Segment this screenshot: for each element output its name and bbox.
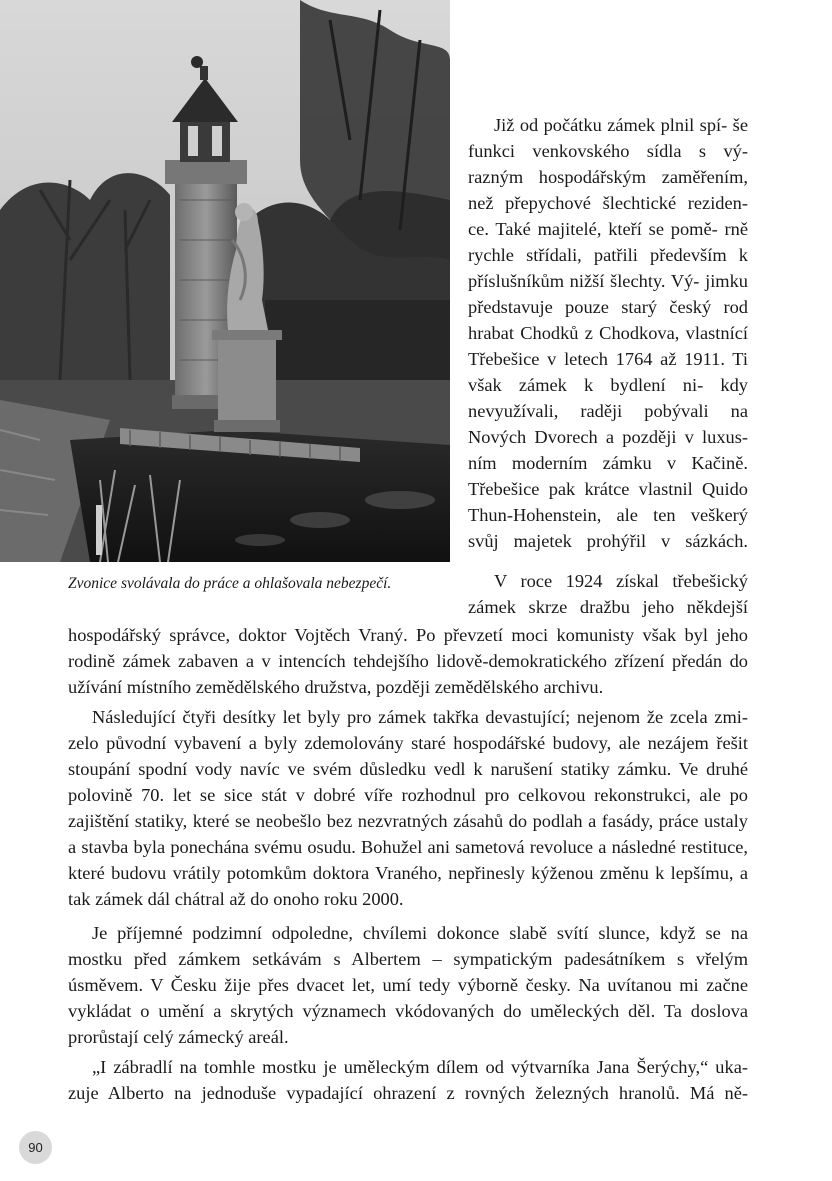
text-line: Nových Dvorech a později v luxus- [468, 427, 748, 447]
text-line: než přepychové šlechtické reziden- [468, 193, 748, 213]
text-line: Je příjemné podzimní odpoledne, chvílemi dokonce slabě svítí slunce, když se na [92, 923, 748, 943]
text-line: hospodářský správce, doktor Vojtěch Vraný. Po převzetí moci komunisty však byl jeho [68, 625, 748, 645]
body-paragraph-3 [68, 920, 748, 1050]
page-number: 90 [19, 1131, 52, 1164]
body-paragraph-1 [68, 622, 748, 700]
text-line: ustaly a stavba byla ponechána svému osudu. Bohužel ani sametová revoluce a následné [68, 811, 748, 857]
body-paragraph-4 [68, 1054, 748, 1106]
text-line: V roce 1924 získal třebešický [494, 571, 748, 591]
text-line: zajištění statiky, které se neobešlo bez nezvratných zásahů do podlah a fasády, práce [68, 811, 699, 831]
text-line: „I zábradlí na tomhle mostku je uměleckým dílem od výtvarníka Jana Šerýchy,“ uka- [92, 1057, 748, 1077]
text-line: vykládat o umění a skrytých významech vkódovaných do uměleckých děl. Ta doslova [68, 1001, 748, 1021]
text-line: Třebešice pak krátce vlastnil Quido [468, 479, 748, 499]
text-line: rod hrabat Chodků z Chodkova, [468, 297, 748, 343]
text-line: ním moderním zámku v Kačině. [468, 453, 748, 473]
text-line: razným hospodářským zaměřením, [468, 167, 748, 187]
text-line: stoupání spodní vody navíc ve svém důsledku vedl k narušení statiky zámku. Ve druhé [68, 759, 748, 779]
body-paragraph-2 [68, 704, 748, 912]
text-line: úsměvem. V Česku žije přes dvacet let, umí tedy výborně česky. Na uvítanou mi začne [68, 975, 748, 995]
second-intro-paragraph [468, 568, 748, 620]
text-line: še funkci venkovského sídla s vý- [468, 115, 748, 161]
text-line: k příslušníkům nižší šlechty. Vý- [468, 245, 748, 291]
text-line: 1911. Ti však zámek k bydlení ni- [468, 349, 748, 395]
text-line: prorůstají celý zámecký areál. [68, 1027, 289, 1047]
text-line: zelo původní vybavení a byly zdemolovány staré hospodářské budovy, ale nezájem řešit [68, 733, 748, 753]
text-line: do užívání místního zemědělského družstva, později zemědělského archivu. [68, 651, 748, 697]
text-line: Již od počátku zámek plnil spí- [494, 115, 728, 135]
text-line: svůj majetek prohýřil v sázkách. [468, 531, 748, 551]
text-line: restituce, které budovu vrátily potomkům doktora Vraného, nepřinesly kýženou změnu [68, 837, 748, 883]
intro-paragraph [468, 112, 748, 554]
text-line: rodině zámek zabaven a v intencích tehdejšího lidově-demokratického zřízení předán [68, 651, 723, 671]
text-line: zámek skrze dražbu jeho někdejší [468, 597, 748, 617]
text-line: zuje Alberto na jednoduše vypadající ohrazení z rovných železných hranolů. Má ně- [68, 1083, 748, 1103]
text-line: polovině 70. let se sice stát v dobré víře rozhodnul pro celkovou rekonstrukci, ale po [68, 785, 748, 805]
text-line: rně rychle střídali, patřili především [468, 219, 748, 265]
text-line: kdy nevyužívali, raději pobývali na [468, 375, 748, 421]
text-line: Thun-Hohenstein, ale ten veškerý [468, 505, 748, 525]
text-line: vlastnící Třebešice v letech 1764 až [468, 323, 748, 369]
text-line: Následující čtyři desítky let byly pro zámek takřka devastující; nejenom že zcela zmi- [92, 707, 748, 727]
text-line: k lepšímu, a tak zámek dál chátral až do onoho roku 2000. [68, 863, 748, 909]
photo-caption: Zvonice svolávala do práce a ohlašovala nebezpečí. [68, 575, 392, 592]
text-line: jimku představuje pouze starý český [468, 271, 748, 317]
text-line: ce. Také majitelé, kteří se pomě- [468, 219, 718, 239]
garden-belfry-photo [0, 0, 450, 562]
text-line: mostku před zámkem setkávám s Albertem – sympatickým padesátníkem s vřelým [68, 949, 748, 969]
